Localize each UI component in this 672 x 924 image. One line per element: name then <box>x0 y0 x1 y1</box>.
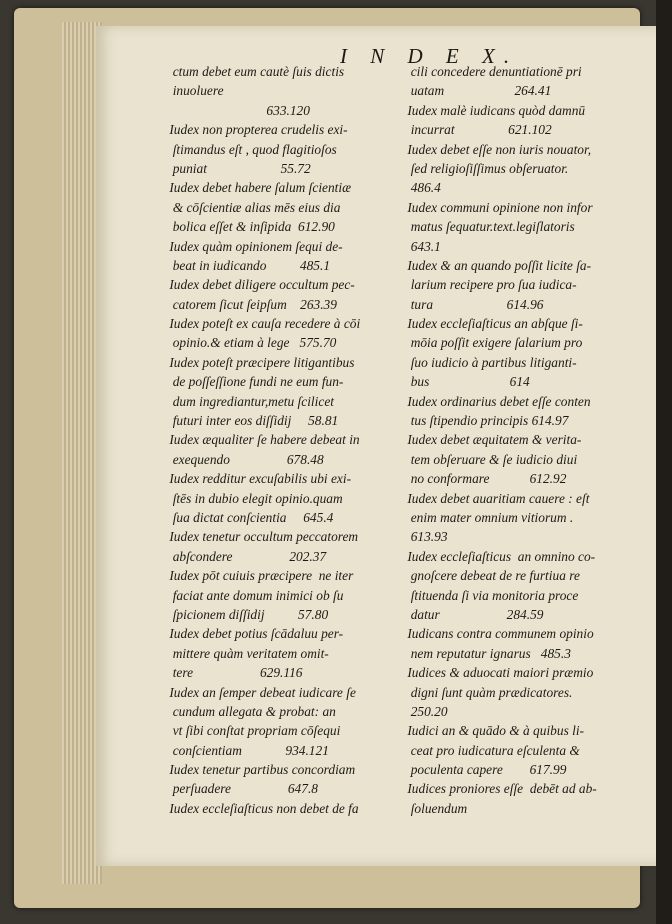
index-line: 633.120 <box>166 102 310 118</box>
index-line: conſcientiam 934.121 <box>166 742 329 758</box>
index-line: tere 629.116 <box>166 665 303 681</box>
index-line: ſed religioſiſſimus obſeruator. <box>404 160 569 176</box>
index-line: ſuo iudicio à partibus litiganti- <box>404 354 577 370</box>
index-line: gnoſcere debeat de re furtiua re <box>404 568 580 584</box>
index-line: opinio.& etiam à lege 575.70 <box>166 335 337 351</box>
index-line: faciat ante domum inimici ob ſu <box>166 587 344 603</box>
index-line: ſoluendum <box>404 800 468 816</box>
index-line: ſpicionem diſſidij 57.80 <box>166 606 329 622</box>
index-line: Iudex malè iudicans quòd damnū <box>404 102 586 118</box>
index-line: Iudex æqualiter ſe habere debeat in <box>166 432 360 448</box>
index-line: Iudex tenetur partibus concordiam <box>166 762 356 778</box>
index-line: Iudex communi opinione non infor <box>404 199 593 215</box>
index-line: 250.20 <box>404 703 448 719</box>
index-line: matus ſequatur.text.legiſlatoris <box>404 219 575 235</box>
index-line: 613.93 <box>404 529 448 545</box>
index-line: puniat 55.72 <box>166 160 311 176</box>
index-line: Iudex & an quando poſſit licite ſa- <box>404 257 592 273</box>
index-line: Iudices proniores eſſe debēt ad ab- <box>404 781 597 797</box>
index-line: uatam 264.41 <box>404 83 552 99</box>
index-line: Iudex debet diligere occultum pec- <box>166 277 355 293</box>
index-line: 643.1 <box>404 238 441 254</box>
index-line: datur 284.59 <box>404 606 544 622</box>
index-line: Iudex ordinarius debet eſſe conten <box>404 393 591 409</box>
index-line: Iudex quàm opinionem ſequi de- <box>166 238 343 254</box>
background-strip <box>656 0 672 924</box>
index-line: Iudex eccleſiaſticus an omnino co- <box>404 548 596 564</box>
index-line: Iudex debet eſſe non iuris nouator, <box>404 141 592 157</box>
index-line: Iudex an ſemper debeat iudicare ſe <box>166 684 356 700</box>
index-line: poculenta capere 617.99 <box>404 762 567 778</box>
index-line: exequendo 678.48 <box>166 451 324 467</box>
index-line: abſcondere 202.37 <box>166 548 327 564</box>
index-line: cundum allegata & probat: an <box>166 703 336 719</box>
index-line: tem obſeruare & ſe iudicio diui <box>404 451 578 467</box>
index-line: dum ingrediantur,metu ſcilicet <box>166 393 334 409</box>
index-line: Iudicans contra communem opinio <box>404 626 594 642</box>
index-line: Iudex poteſt præcipere litigantibus <box>166 354 355 370</box>
index-line: digni ſunt quàm prædicatores. <box>404 684 573 700</box>
index-line: nem reputatur ignarus 485.3 <box>404 645 571 661</box>
index-line: catorem ſicut ſeipſum 263.39 <box>166 296 337 312</box>
index-line: tus ſtipendio principis 614.97 <box>404 413 569 429</box>
index-line: Iudex debet auaritiam cauere : eſt <box>404 490 590 506</box>
index-line: 486.4 <box>404 180 441 196</box>
index-line: inuoluere <box>166 83 224 99</box>
index-line: ctum debet eum cautè ſuis dictis <box>166 64 345 79</box>
index-line: Iudex eccleſiaſticus an abſque ſi- <box>404 316 583 332</box>
index-line: & cōſcientiæ alias mēs eius dia <box>166 199 341 215</box>
index-line: bolica eſſet & inſipida 612.90 <box>166 219 335 235</box>
index-line: Iudex debet æquitatem & verita- <box>404 432 582 448</box>
index-line: Iudex debet potius ſcādaluu per- <box>166 626 344 642</box>
index-line: ſtituenda ſi via monitoria proce <box>404 587 579 603</box>
page-header: I N D E X. <box>340 44 519 68</box>
index-line: incurrat 621.102 <box>404 122 552 138</box>
index-line: de poſſeſſione fundi ne eum fun- <box>166 374 344 390</box>
index-line: no conformare 612.92 <box>404 471 567 487</box>
index-line: Iudex poteſt ex cauſa recedere à cōi <box>166 316 361 332</box>
index-line: Iudici an & quādo & à quibus li- <box>404 723 585 739</box>
index-line: Iudex tenetur occultum peccatorem <box>166 529 359 545</box>
index-line: bus 614 <box>404 374 530 390</box>
index-line: beat in iudicando 485.1 <box>166 257 331 273</box>
index-line: perſuadere 647.8 <box>166 781 318 797</box>
index-line: Iudex pōt cuiuis præcipere ne iter <box>166 568 354 584</box>
index-line: ſua dictat conſcientia 645.4 <box>166 509 334 525</box>
index-line: Iudex eccleſiaſticus non debet de fa <box>166 800 359 816</box>
index-line: cili concedere denuntiationē pri <box>404 64 582 79</box>
index-line: Iudex non propterea crudelis exi- <box>166 122 348 138</box>
index-line: ceat pro iudicatura eſculenta & <box>404 742 580 758</box>
index-line: larium recipere pro ſua iudica- <box>404 277 577 293</box>
index-line: enim mater omnium vitiorum . <box>404 509 574 525</box>
index-line: ſtēs in dubio elegit opinio.quam <box>166 490 343 506</box>
index-line: ſtimandus eſt , quod flagitioſos <box>166 141 337 157</box>
left-column <box>166 62 410 818</box>
index-line: mittere quàm veritatem omit- <box>166 645 329 661</box>
index-line: Iudices & aduocati maiori præmio <box>404 665 594 681</box>
index-line: vt ſibi conſtat propriam cōſequi <box>166 723 341 739</box>
index-line: Iudex redditur excuſabilis ubi exi- <box>166 471 352 487</box>
right-column <box>404 62 650 818</box>
index-line: tura 614.96 <box>404 296 544 312</box>
index-line: Iudex debet habere ſalum ſcientiæ <box>166 180 352 196</box>
index-line: futuri inter eos diſſidij 58.81 <box>166 413 339 429</box>
index-line: mōia poſſit exigere ſalarium pro <box>404 335 583 351</box>
